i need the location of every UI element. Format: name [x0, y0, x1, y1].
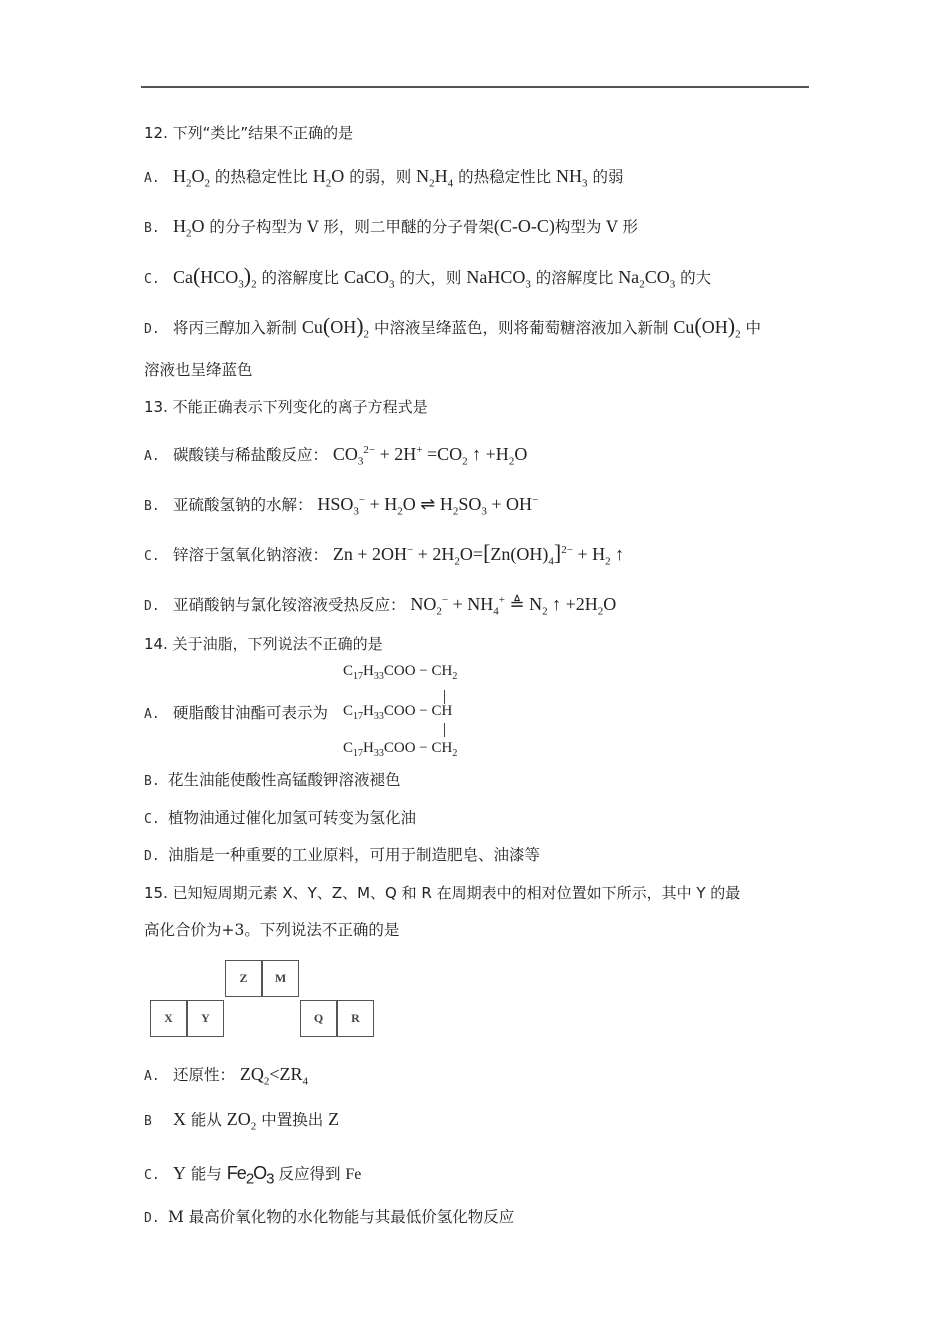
q15-option-c: C. Y 能与 $Fe_2O_3$ 反应得到 Fe — [144, 1163, 362, 1188]
cell-r: R — [337, 1000, 374, 1037]
q13-option-b: B. 亚硫酸氢钠的水解： $HSO_3^- + H_2O$ ⇌ $H_2SO_3 + OH^-$ — [144, 494, 539, 518]
q15-option-b: B X 能从 $ZO_2$ 中置换出 Z — [144, 1109, 340, 1133]
option-label: A. — [144, 449, 160, 464]
option-label: D. — [144, 322, 160, 337]
q12-option-c: C. $Ca(HCO_3)_2$ 的溶解度比 CaCO$_3$ 的大，则 NaHCO$_3$ 的溶解度比 $Na_2CO_3$ 的大 — [144, 263, 712, 291]
cell-x: X — [150, 1000, 187, 1037]
option-label: A. — [144, 1069, 160, 1084]
glyceride-struct-line-2: $C_{17}H_{33}COO$ − CH — [343, 703, 453, 722]
q13-option-d: D. 亚硝酸钠与氯化铵溶液受热反应： $NO_2^- + NH_4^+$ ≜ $N_2$ ↑ $+2H_2O$ — [144, 594, 617, 618]
q15-title-cont: 高化合价为+3。下列说法不正确的是 — [144, 921, 400, 939]
option-label: C. — [144, 1168, 160, 1183]
option-prefix: 碳酸镁与稀盐酸反应： — [172, 446, 328, 464]
q14-option-b — [144, 768, 401, 794]
q12-option-a: A. $H_2O_2$ 的热稳定性比 $H_2O$ 的弱，则 $N_2H_4$ 的热稳定性比 $NH_3$ 的弱 — [144, 166, 624, 190]
periodic-table-fragment — [150, 960, 380, 1040]
option-label: A. — [144, 171, 160, 186]
q14-title: 14. 关于油脂，下列说法不正确的是 — [144, 635, 383, 653]
option-label: B. — [144, 499, 160, 514]
option-prefix: 还原性： — [172, 1066, 235, 1084]
option-label: C. — [144, 812, 160, 827]
option-label: D. — [144, 849, 160, 864]
bond-line — [444, 723, 445, 737]
q12-title: 12. 下列“类比”结果不正确的是 — [144, 124, 354, 142]
option-label: B. — [144, 221, 160, 236]
glyceride-struct-line-3: $C_{17}H_{33}COO - CH_2$ — [343, 740, 458, 759]
glyceride-struct-line-1: $C_{17}H_{33}COO - CH_2$ — [343, 663, 458, 682]
cell-y: Y — [187, 1000, 224, 1037]
option-prefix: 锌溶于氢氧化钠溶液： — [172, 546, 328, 564]
q12-option-d: D. 将丙三醇加入新制 $Cu(OH)_2$ 中溶液呈绛蓝色，则将葡萄糖溶液加入新制 $Cu(OH)_2$ 中 — [144, 313, 761, 341]
option-text: M 最高价氧化物的水化物能与其最低价氢化物反应 — [168, 1208, 515, 1226]
q15-option-d — [144, 1205, 514, 1231]
q12-option-b: B. $H_2O$ 的分子构型为 V 形，则二甲醚的分子骨架(C-O-C)构型为 V 形 — [144, 216, 638, 240]
q15-title: 15. 已知短周期元素 X、Y、Z、M、Q 和 R 在周期表中的相对位置如下所示，其中 Y 的最 — [144, 884, 741, 902]
q14-option-c — [144, 806, 416, 832]
option-text: 花生油能使酸性高锰酸钾溶液褪色 — [168, 771, 401, 789]
option-text: 油脂是一种重要的工业原料，可用于制造肥皂、油漆等 — [168, 846, 541, 864]
option-label: B — [144, 1114, 152, 1129]
option-label: A. — [144, 707, 160, 722]
option-prefix: 亚硝酸钠与氯化铵溶液受热反应： — [172, 596, 406, 614]
q15-option-a: A. 还原性： $ZQ_2<ZR_4$ — [144, 1064, 309, 1088]
q14-option-a — [144, 701, 328, 727]
header-rule — [141, 86, 809, 88]
q12-option-d-cont: 溶液也呈绛蓝色 — [144, 361, 253, 379]
q14-option-d — [144, 843, 540, 869]
bond-line — [444, 690, 445, 704]
q13-option-a: A. 碳酸镁与稀盐酸反应： $CO_3^{2-} + 2H^+ =CO_2$ ↑ $+H_2O$ — [144, 444, 528, 468]
option-label: C. — [144, 272, 160, 287]
option-text: 硬脂酸甘油酯可表示为 — [172, 704, 328, 722]
cell-z: Z — [225, 960, 262, 997]
option-label: D. — [144, 1211, 160, 1226]
option-label: B. — [144, 774, 160, 789]
option-label: D. — [144, 599, 160, 614]
q13-option-c: C. 锌溶于氢氧化钠溶液： $Zn + 2OH^- + 2H_2O=[Zn(OH)_4]^{2-} + H_2$ ↑ — [144, 540, 625, 568]
q13-title: 13. 不能正确表示下列变化的离子方程式是 — [144, 398, 428, 416]
option-text: 植物油通过催化加氢可转变为氢化油 — [168, 809, 417, 827]
option-label: C. — [144, 549, 160, 564]
cell-q: Q — [300, 1000, 337, 1037]
option-prefix: 亚硫酸氢钠的水解： — [172, 496, 313, 514]
cell-m: M — [262, 960, 299, 997]
